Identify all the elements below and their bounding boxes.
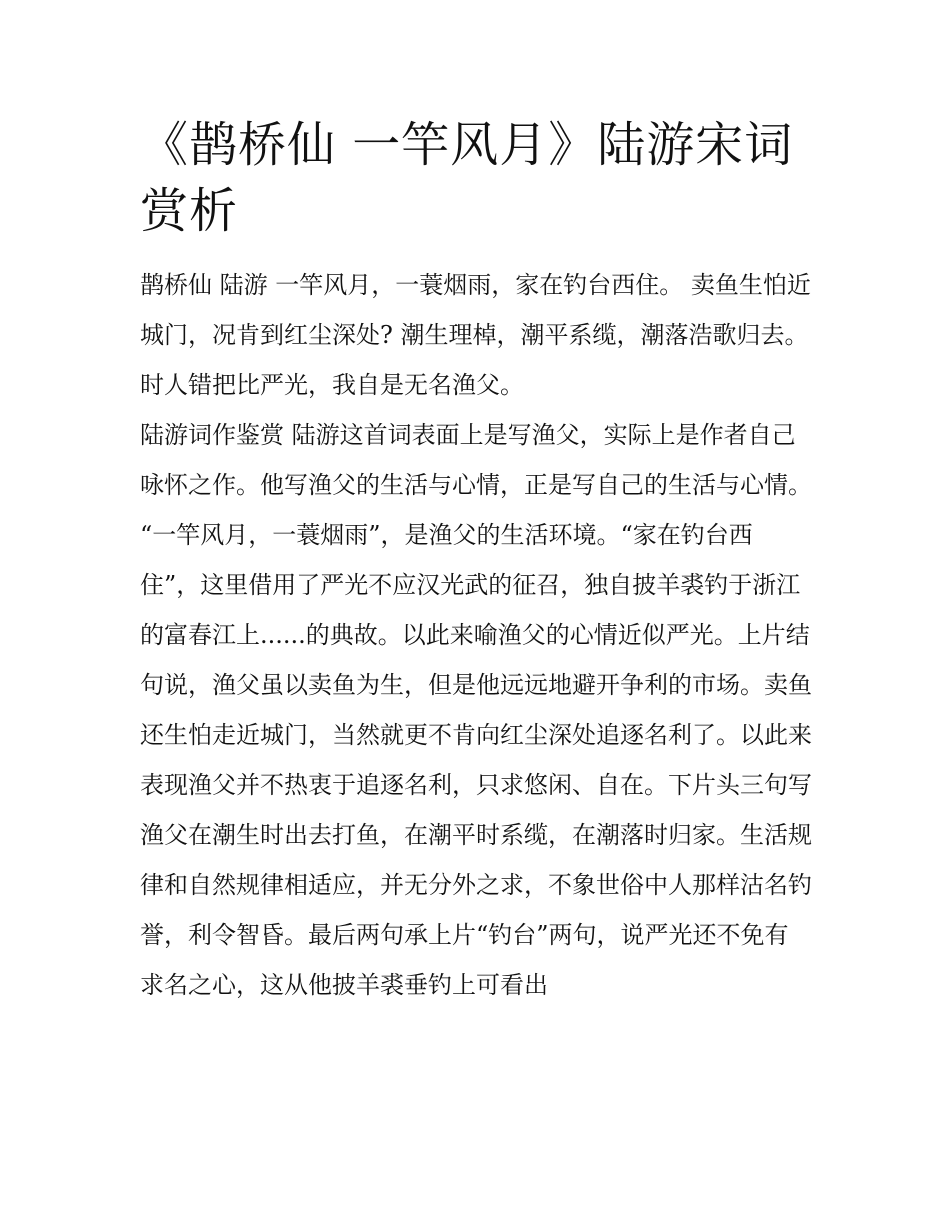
paragraph-analysis: “一竿风月，一蓑烟雨”，是渔父的生活环境。“家在钓台西住”，这里借用了严光不应汉光武的征召，独自披羊裘钓于浙江的富春江上......的典故。以此来喻渔父的心情近似严光。上片结句说，渔父虽以卖鱼为生，但是他远远地避开争利的市场。卖鱼还生怕走近城门，当然就更不肯向红尘深处追逐名利了。以此来表现渔父并不热衷于追逐名利，只求悠闲、自在。下片头三句写渔父在潮生时出去打鱼，在潮平时系缆，在潮落时归家。生活规律和自然规律相适应，并无分外之求，不象世俗中人那样沽名钓誉，利令智昏。最后两句承上片“钓台”两句，说严光还不免有求名之心，这从他披羊裘垂钓上可看出	[140, 521, 812, 999]
document-title: 《鹊桥仙 一竿风月》陆游宋词赏析	[140, 117, 794, 239]
document-body	[140, 112, 812, 1010]
paragraph-poem: 鹊桥仙 陆游 一竿风月，一蓑烟雨，家在钓台西住。 卖鱼生怕近城门，况肯到红尘深处? 潮生理棹，潮平系缆，潮落浩歌归去。 时人错把比严光，我自是无名渔父。	[140, 271, 811, 399]
paragraph-appreciation-intro: 陆游词作鉴赏 陆游这首词表面上是写渔父，实际上是作者自己咏怀之作。他写渔父的生活与心情，正是写自己的生活与心情。	[140, 421, 812, 499]
